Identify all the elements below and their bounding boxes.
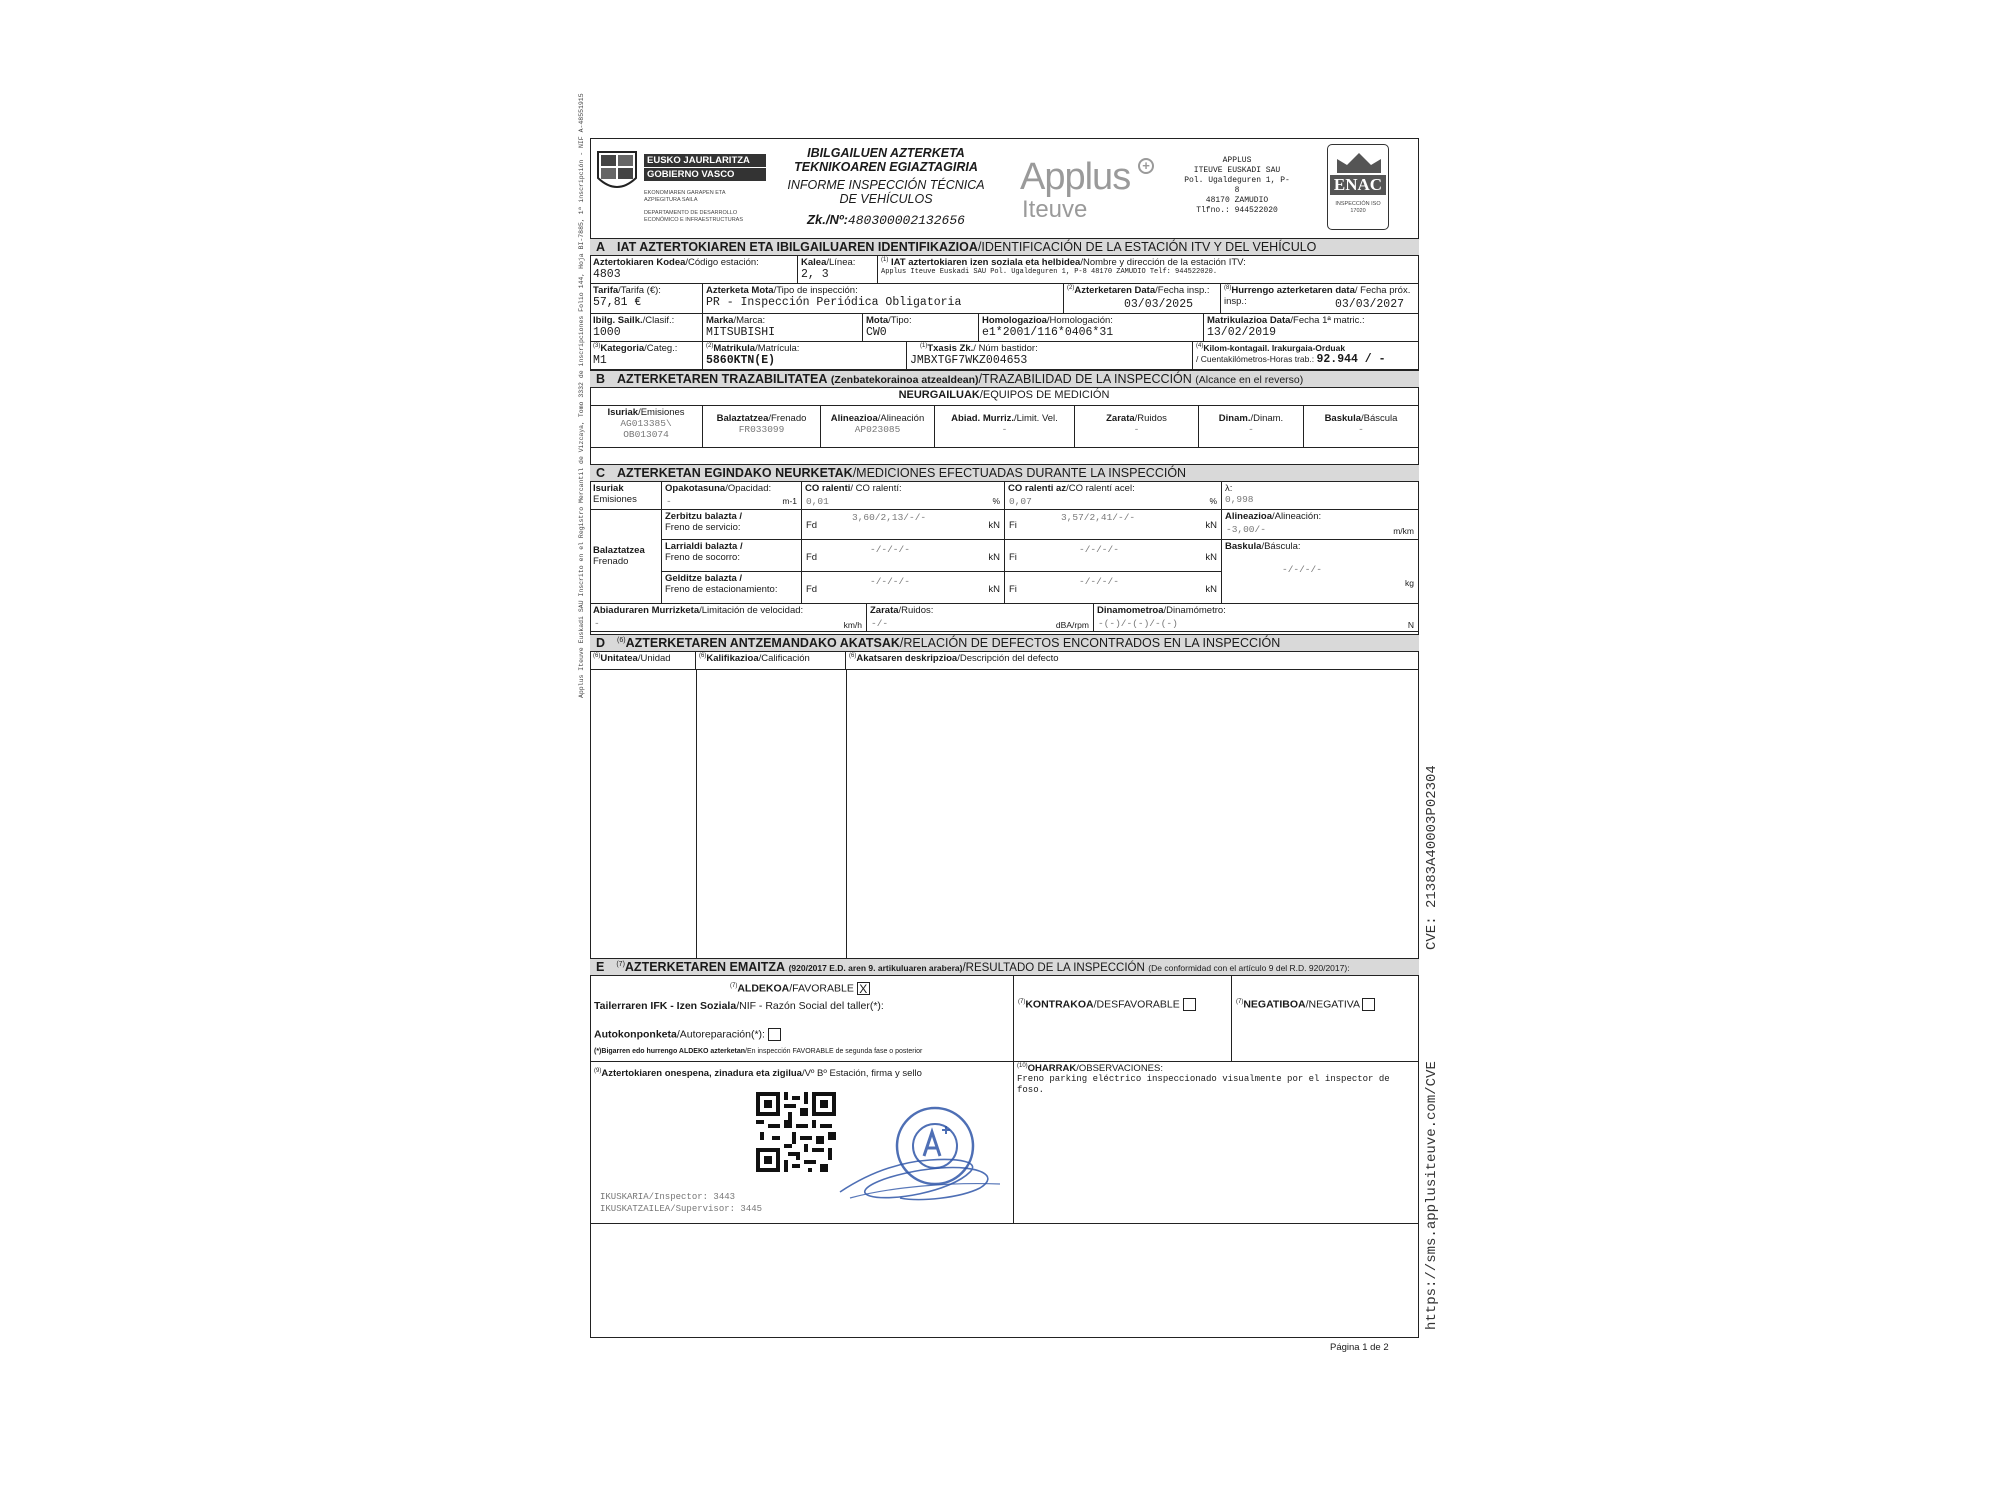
parking-brake-fi: Fi -/-/-/- kN: [1005, 572, 1222, 604]
speed-limit-field: Abiaduraren Murrizketa/Limitación de velocidad: - km/h: [590, 604, 867, 632]
favorable-label: $^{(7)}$ALDEKOA/FAVORABLE X: [730, 982, 870, 995]
section-d-header: D $^{(6)}$AZTERKETAREN ANTZEMANDAKO AKATSAK/RELACIÓN DE DEFECTOS ENCONTRADOS EN LA INSPECCIÓN: [590, 634, 1419, 652]
title-eu-1: IBILGAILUEN AZTERKETA: [807, 146, 965, 160]
title-eu-2: TEKNIKOAREN EGIAZTAGIRIA: [794, 160, 978, 174]
defects-col-unit: $^{(6)}$Unitatea/Unidad: [590, 652, 696, 670]
equip-noise: Zarata/Ruidos -: [1075, 406, 1199, 448]
registration-date-field: Matrikulazioa Data/Fecha 1ª matric.: 13/02/2019: [1204, 314, 1419, 342]
emissions-label: Isuriak Emisiones: [590, 482, 662, 510]
emergency-brake-label: Larrialdi balazta / Freno de socorro:: [662, 540, 802, 572]
inspector: IKUSKARIA/Inspector: 3443: [600, 1192, 736, 1202]
lambda-field: λ: 0,998: [1222, 482, 1419, 510]
rate-field: Tarifa/Tarifa (€): 57,81 €: [590, 284, 703, 314]
station-code-field: Aztertokiaren Kodea/Código estación: 4803: [590, 256, 798, 284]
result-footnote: (*)Bigarren edo hurrengo ALDEKO azterketan/En inspección FAVORABLE de segunda fase o posterior: [594, 1048, 923, 1055]
company-name-2: ITEUVE EUSKADI SAU: [1193, 166, 1281, 175]
station-name-field: $^{(1)}$ IAT aztertokiaren izen soziala eta helbidea/Nombre y dirección de la estación ITV: Applus Iteuve Euskadi SAU Pol. Ugaldeguren 1, P-8 48170 ZAMUDIO Telf: 944522020.: [878, 256, 1419, 284]
company-address-1: Pol. Ugaldeguren 1, P-8: [1184, 176, 1290, 195]
title-es-1: INFORME INSPECCIÓN TÉCNICA: [787, 178, 985, 192]
category-field: $^{(3)}$Kategoria/Categ.: M1: [590, 342, 703, 370]
favorable-cell: [590, 976, 1014, 1062]
opacity-field: Opakotasuna/Opacidad: - m-1: [662, 482, 802, 510]
qr-code: [756, 1092, 836, 1172]
approval-label: $^{(9)}$Aztertokiaren onespena, zinadura eta zigilua/Vº Bº Estación, firma y sello: [594, 1068, 922, 1080]
unfavorable-checkbox[interactable]: [1183, 998, 1196, 1011]
gov-name-eu: EUSKO JAURLARITZA: [644, 154, 766, 167]
observations-cell: [1014, 1062, 1419, 1224]
equip-alignment: Alineazioa/Alineación AP023085: [821, 406, 935, 448]
coat-of-arms-icon: [596, 148, 638, 196]
homologation-field: Homologazioa/Homologación: e1*2001/116*0406*31: [979, 314, 1204, 342]
equip-braking: Balaztatzea/Frenado FR033099: [703, 406, 821, 448]
inspection-type-field: Azterketa Mota/Tipo de inspección: PR - Inspección Periódica Obligatoria: [703, 284, 1064, 314]
emergency-brake-fd: Fd -/-/-/- kN: [802, 540, 1005, 572]
service-brake-fi: Fi 3,57/2,41/-/- kN: [1005, 510, 1222, 540]
equipment-title: NEURGAILUAK/EQUIPOS DE MEDICIÓN: [590, 388, 1419, 406]
applus-logo: [1020, 156, 1160, 226]
enac-label: ENAC: [1330, 175, 1386, 195]
cve-code: CVE: 21383A40003P02304: [1424, 765, 1440, 950]
service-brake-label: Zerbitzu balazta / Freno de servicio:: [662, 510, 802, 540]
inspection-report: EUSKO JAURLARITZA GOBIERNO VASCO EKONOMIAREN GARAPEN ETA AZPIEGITURA SAILA DEPARTAMENTO DE DESARROLLO ECONÓMICO E INFRAESTRUCTURAS IBILGAILUEN AZTERKETA TEKNIKOAREN EGIAZTAGIRIA INFORME INSPECCIÓN TÉCNICA DE VEHÍCULOS Zk./Nº:480300002132656 Applus + Iteuve APPLUS ITEUVE EUSKADI SAU Pol. Ugaldeguren 1, P-8 48170 ZAMUDIO Tlfno.: 944522020 ENAC INSPECCIÓN ISO 17020 A IAT AZTERTOKIAREN ETA IBILGAILUAREN IDENTIFIKAZIOA/IDENTIFICACIÓN DE LA ESTACIÓN ITV Y DEL VEHÍCULO Aztertokiaren Kodea/Código estación: 4803 Kalea/Línea: 2, 3 $^{(1)}$ IAT aztertokiaren izen soziala eta helbidea/Nombre y dirección de la estación ITV: Applus Iteuve Euskadi SAU Pol. Ugaldeguren 1, P-8 48170 ZAMUDIO Telf: 944522020. Tarifa/Tarifa (€): 57,81 € Azterketa Mota/Tipo de inspección: PR - Inspección Periódica Obligatoria $^{(2)}$Azterketaren Data/Fecha insp.: 03/03/2025 $^{(8)}$Hurrengo azterketaren data/ Fecha próx. insp.: 03/03/2027 Ibilg. Sailk./Clasif.: 1000 Marka/Marca: MITSUBISHI Mota/Tipo: CW0 Homologazioa/Homologación: e1*2001/116*0406*31 Matrikulazioa Data/Fecha 1ª matric.: 13/02/2019 $^{(3)}$Kategoria/Categ.: M1 $^{(2)}$Matrikula/Matrícula: 5860KTN(E) $^{(1)}$Txasis Zk./ Núm bastidor: JMBXTGF7WKZ004653 $^{(4)}$Kilom-kontagail. Irakurgaia-Orduak / Cuentakilómetros-Horas trab.: 92.944 / - B AZTERKETAREN TRAZABILITATEA (Zenbatekorainoa atzealdean)/TRAZABILIDAD DE LA INSPECCIÓN (Alcance en el reverso) NEURGAILUAK/EQUIPOS DE MEDICIÓN Isuriak/Emisiones AG013385\ OB013074 Balaztatzea/Frenado FR033099 Alineazioa/Alineación AP023085 Abiad. Murriz./Limit. Vel. - Zarata/Ruidos - Dinam./Dinam. - Baskula/Báscula - C AZTERKETAN EGINDAKO NEURKETAK/MEDICIONES EFECTUADAS DURANTE LA INSPECCIÓN Isuriak Emisiones Opakotasuna/Opacidad: - m-1 CO ralenti/ CO ralentí: 0,01 % CO ralenti az/CO ralentí acel: 0,07 % λ: 0,998 Balaztatzea Frenado Zerbitzu balazta / Freno de servicio: Fd 3,60/2,13/-/- kN Fi 3,57/2,41/-/- kN Alineazioa/Alineación: -3,00/- m/km Larrialdi balazta / Freno de socorro: Fd -/-/-/- kN Fi -/-/-/- kN Baskula/Báscula: -/-/-/- kg Gelditze balazta / Freno de estacionamiento: Fd -/-/-/- kN Fi -/-/-/- kN Abiaduraren Murrizketa/Limitación de velocidad: - km/h Zarata/Ruidos: -/- dBA/rpm Dinamometroa/Dinamómetro: -(-)/-(-)/-(-) N D $^{(6)}$AZTERKETAREN ANTZEMANDAKO AKATSAK/RELACIÓN DE DEFECTOS ENCONTRADOS EN LA INSPECCIÓN $^{(6)}$Unitatea/Unidad $^{(6)}$Kalifikazioa/Calificación $^{(6)}$Akatsaren deskripzioa/Descripción del defecto E $^{(7)}$AZTERKETAREN EMAITZA (920/2017 E.D. aren 9. artikuluaren arabera)/RESULTADO DE LA INSPECCIÓN (De conformidad con el artículo 9 del R.D. 920/2017): $^{(7)}$ALDEKOA/FAVORABLE X Tailerraren IFK - Izen Soziala/NIF - Razón Social del taller(*): Autokonponketa/Autoreparación(*): (*)Bigarren edo hurrengo ALDEKO azterketan/En inspección FAVORABLE de segunda fase o posterior $^{(7)}$KONTRAKOA/DESFAVORABLE $^{(7)}$NEGATIBOA/NEGATIVA $^{(9)}$Aztertokiaren onespena, zinadura eta zigilua/Vº Bº Estación, firma y sello IKUSKARIA/Inspector: 3443 IKUSKATZAILEA/Supervisor: 3445 $^{(10)}$OHARRAK/OBSERVACIONES: Freno parking eléctrico inspeccionado visualmente por el inspector de foso. Página 1 de 2 Applus Iteuve Euskadi SAU Inscrito en el Registro Mercantil de Vizcaya, Tomo 3332 de inscripciones Folio 144, Hoja BI-7885, 1ª inscripción - NIF A-48551915: [590, 138, 1419, 1358]
emergency-brake-fi: Fi -/-/-/- kN: [1005, 540, 1222, 572]
noise-field: Zarata/Ruidos: -/- dBA/rpm: [867, 604, 1094, 632]
observations-text: Freno parking eléctrico inspeccionado visualmente por el inspector de foso.: [1017, 1074, 1390, 1096]
title-es-2: DE VEHÍCULOS: [839, 192, 933, 206]
observations-label: $^{(10)}$OHARRAK/OBSERVACIONES:: [1017, 1063, 1163, 1075]
co-idle-field: CO ralenti/ CO ralentí: 0,01 %: [802, 482, 1005, 510]
self-repair-checkbox[interactable]: [768, 1028, 781, 1041]
gov-dept-eu: EKONOMIAREN GARAPEN ETA AZPIEGITURA SAILA: [644, 190, 726, 203]
section-c-header: C AZTERKETAN EGINDAKO NEURKETAK/MEDICIONES EFECTUADAS DURANTE LA INSPECCIÓN: [590, 464, 1419, 482]
report-number: Zk./Nº:480300002132656: [807, 212, 965, 228]
section-b-header: B AZTERKETAREN TRAZABILITATEA (Zenbatekorainoa atzealdean)/TRAZABILIDAD DE LA INSPECCIÓN (Alcance en el reverso): [590, 370, 1419, 388]
company-name-1: APPLUS: [1222, 156, 1252, 165]
negative-checkbox[interactable]: [1362, 998, 1375, 1011]
section-a-header: A IAT AZTERTOKIAREN ETA IBILGAILUAREN IDENTIFIKAZIOA/IDENTIFICACIÓN DE LA ESTACIÓN ITV Y DEL VEHÍCULO: [590, 238, 1419, 256]
workshop-label: Tailerraren IFK - Izen Soziala/NIF - Razón Social del taller(*):: [594, 1000, 884, 1012]
brand-field: Marka/Marca: MITSUBISHI: [703, 314, 863, 342]
enac-sub: INSPECCIÓN ISO 17020: [1335, 201, 1381, 214]
signature: [830, 1132, 1010, 1212]
basque-government-logo: [596, 146, 766, 234]
brand-name: Applus: [1020, 156, 1131, 198]
gov-name-es: GOBIERNO VASCO: [644, 168, 766, 181]
alignment-field: Alineazioa/Alineación: -3,00/- m/km: [1222, 510, 1419, 540]
company-info: [1182, 156, 1292, 216]
parking-brake-fd: Fd -/-/-/- kN: [802, 572, 1005, 604]
next-inspection-date-field: $^{(8)}$Hurrengo azterketaren data/ Fecha próx. insp.: 03/03/2027: [1221, 284, 1419, 314]
negative-label: $^{(7)}$NEGATIBOA/NEGATIVA: [1236, 998, 1375, 1011]
enac-logo: [1327, 144, 1389, 230]
classification-field: Ibilg. Sailk./Clasif.: 1000: [590, 314, 703, 342]
unfavorable-label: $^{(7)}$KONTRAKOA/DESFAVORABLE: [1018, 998, 1196, 1011]
approval-cell: [590, 1062, 1014, 1224]
service-brake-fd: Fd 3,60/2,13/-/- kN: [802, 510, 1005, 540]
plus-icon: +: [1138, 158, 1154, 174]
supervisor: IKUSKATZAILEA/Supervisor: 3445: [600, 1204, 763, 1214]
inspection-date-field: $^{(2)}$Azterketaren Data/Fecha insp.: 03/03/2025: [1064, 284, 1221, 314]
type-field: Mota/Tipo: CW0: [863, 314, 979, 342]
report-title: [786, 146, 986, 228]
defects-list: [590, 670, 1419, 958]
co-accel-field: CO ralenti az/CO ralentí acel: 0,07 %: [1005, 482, 1222, 510]
plate-field: $^{(2)}$Matrikula/Matrícula: 5860KTN(E): [703, 342, 907, 370]
scale-field: Baskula/Báscula: -/-/-/- kg: [1222, 540, 1419, 604]
unfavorable-cell: [1014, 976, 1232, 1062]
defects-col-description: $^{(6)}$Akatsaren deskripzioa/Descripción del defecto: [846, 652, 1419, 670]
parking-brake-label: Gelditze balazta / Freno de estacionamiento:: [662, 572, 802, 604]
enac-crown-icon: [1331, 149, 1387, 175]
favorable-checkbox[interactable]: X: [857, 982, 870, 995]
self-repair-label: Autokonponketa/Autoreparación(*):: [594, 1028, 781, 1041]
brand-sub: Iteuve: [1022, 196, 1088, 223]
negative-cell: [1232, 976, 1419, 1062]
line-field: Kalea/Línea: 2, 3: [798, 256, 878, 284]
defects-col-qualification: $^{(6)}$Kalifikazioa/Calificación: [696, 652, 846, 670]
section-e-header: E $^{(7)}$AZTERKETAREN EMAITZA (920/2017 E.D. aren 9. artikuluaren arabera)/RESULTADO DE LA INSPECCIÓN (De conformidad con el artículo 9 del R.D. 920/2017):: [590, 958, 1419, 976]
braking-label: Balaztatzea Frenado: [590, 510, 662, 604]
report-header: [590, 138, 1419, 238]
odometer-field: $^{(4)}$Kilom-kontagail. Irakurgaia-Orduak / Cuentakilómetros-Horas trab.: 92.944 / -: [1193, 342, 1419, 370]
chassis-field: $^{(1)}$Txasis Zk./ Núm bastidor: JMBXTGF7WKZ004653: [907, 342, 1193, 370]
equip-emissions: Isuriak/Emisiones AG013385\ OB013074: [590, 406, 703, 448]
page-number: Página 1 de 2: [1330, 1342, 1389, 1353]
dynamometer-field: Dinamometroa/Dinamómetro: -(-)/-(-)/-(-) N: [1094, 604, 1419, 632]
company-phone: Tlfno.: 944522020: [1196, 206, 1278, 215]
equip-dynamometer: Dinam./Dinam. -: [1199, 406, 1304, 448]
cve-url[interactable]: https://sms.applusiteuve.com/CVE: [1424, 1061, 1440, 1330]
gov-dept-es: DEPARTAMENTO DE DESARROLLO ECONÓMICO E INFRAESTRUCTURAS: [644, 210, 744, 223]
equip-scale: Baskula/Báscula -: [1304, 406, 1419, 448]
company-address-2: 48170 ZAMUDIO: [1205, 196, 1269, 205]
equip-speed-limit: Abiad. Murriz./Limit. Vel. -: [935, 406, 1075, 448]
